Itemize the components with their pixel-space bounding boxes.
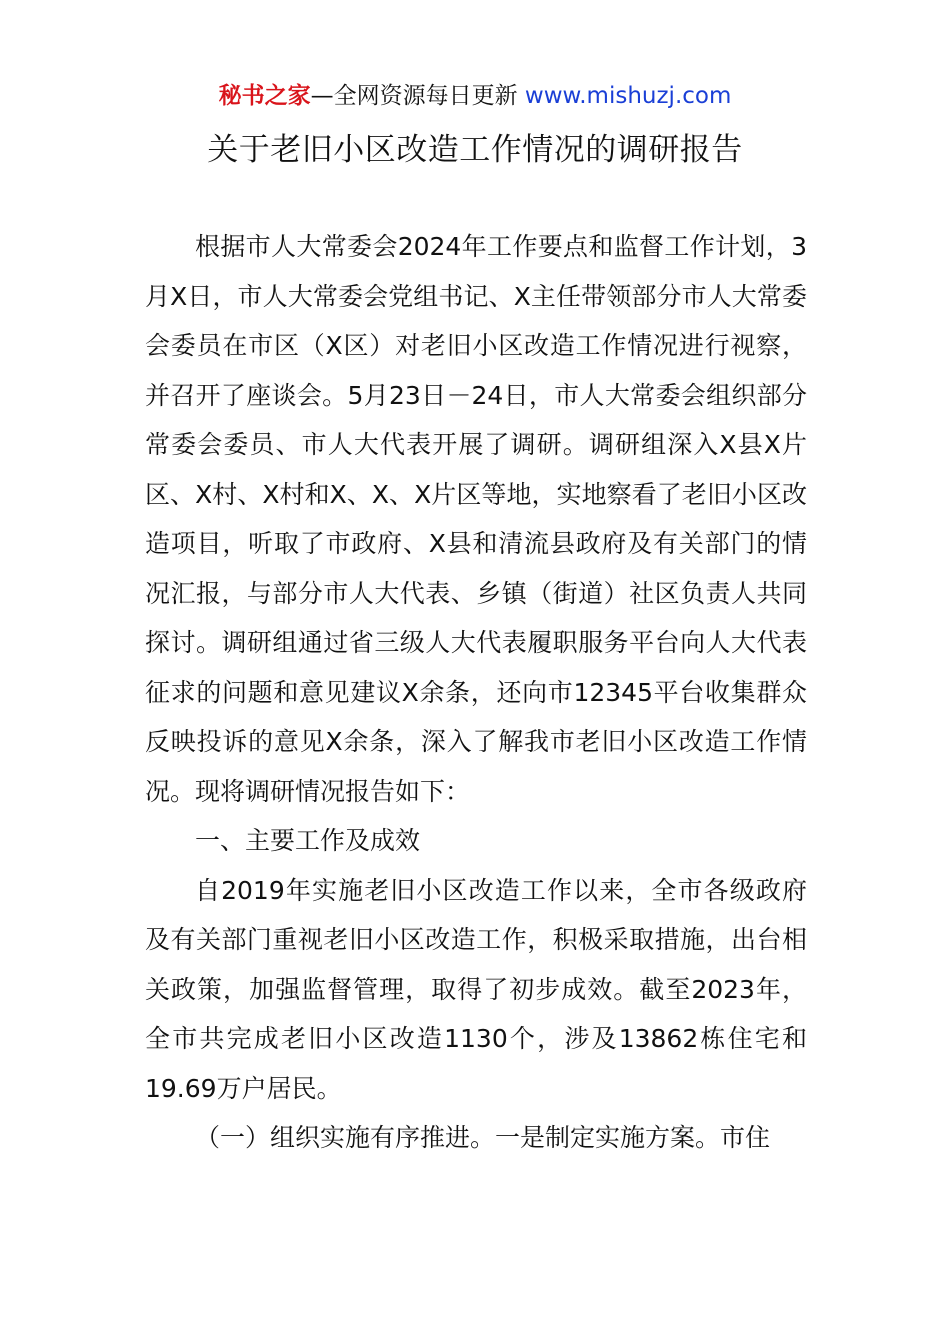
document-title: 关于老旧小区改造工作情况的调研报告 (207, 132, 743, 168)
site-brand: 秘书之家 (218, 83, 311, 109)
section-heading: 一、主要工作及成效 (195, 826, 421, 855)
subsection-paragraph: （一）组织实施有序推进。一是制定实施方案。市住 (195, 1123, 771, 1152)
document-body (145, 222, 807, 1163)
site-url-link[interactable]: www.mishuzj.com (524, 83, 732, 109)
site-slogan: —全网资源每日更新 (310, 83, 518, 109)
site-header (0, 80, 950, 112)
achievements-paragraph: 自2019年实施老旧小区改造工作以来，全市各级政府及有关部门重视老旧小区改造工作，积极采取措施，出台相关政策，加强监督管理，取得了初步成效。截至2023年，全市共完成老旧小区改造1130个，涉及13862栋住宅和19.69万户居民。 (145, 875, 807, 1103)
intro-paragraph: 根据市人大常委会2024年工作要点和监督工作计划，3月X日，市人大常委会党组书记、X主任带领部分市人大常委会委员在市区（X区）对老旧小区改造工作情况进行视察，并召开了座谈会。5月23日－24日，市人大常委会组织部分常委会委员、市人大代表开展了调研。调研组深入X县X片区、X村、X村和X、X、X片区等地，实地察看了老旧小区改造项目，听取了市政府、X县和清流县政府及有关部门的情况汇报，与部分市人大代表、乡镇（街道）社区负责人共同探讨。调研组通过省三级人大代表履职服务平台向人大代表征求的问题和意见建议X余条，还向市12345平台收集群众反映投诉的意见X余条，深入了解我市老旧小区改造工作情况。现将调研情况报告如下： (145, 232, 807, 806)
